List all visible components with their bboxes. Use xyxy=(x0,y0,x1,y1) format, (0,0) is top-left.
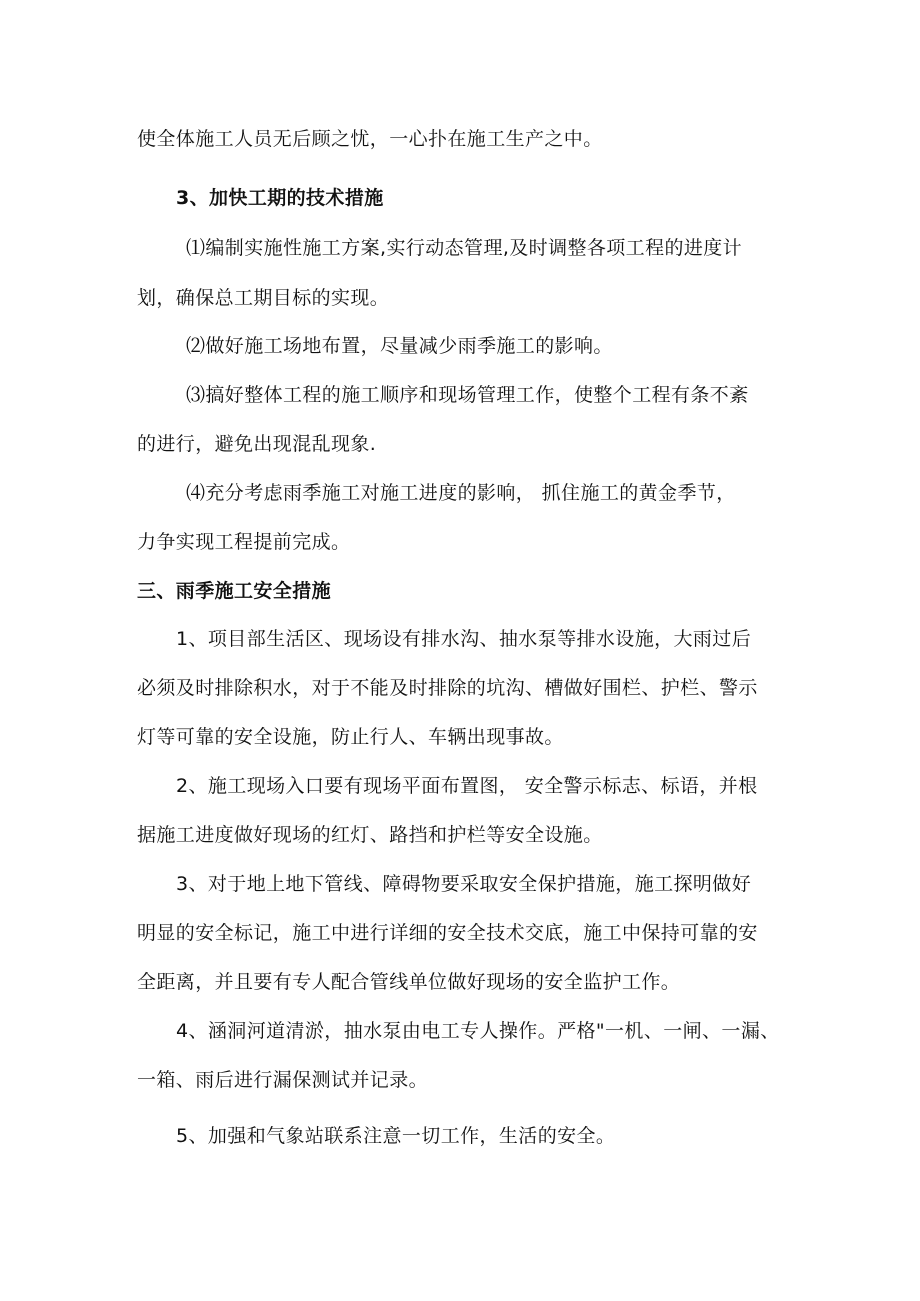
paragraph-line: ⑵做好施工场地布置，尽量减少雨季施工的影响。 xyxy=(186,335,613,357)
paragraph-line: ⑴编制实施性施工方案,实行动态管理,及时调整各项工程的进度计 xyxy=(186,237,743,259)
paragraph-line: 灯等可靠的安全设施，防止行人、车辆出现事故。 xyxy=(137,726,564,748)
paragraph-line: 划，确保总工期目标的实现。 xyxy=(137,287,390,309)
paragraph-line: ⑷充分考虑雨季施工对施工进度的影响， 抓住施工的黄金季节， xyxy=(186,482,736,504)
section-heading: 三、雨季施工安全措施 xyxy=(137,580,332,602)
paragraph-line: 使全体施工人员无后顾之忧，一心扑在施工生产之中。 xyxy=(137,128,603,150)
section-heading: 3、加快工期的技术措施 xyxy=(176,187,384,209)
paragraph-line: 5、加强和气象站联系注意一切工作，生活的安全。 xyxy=(176,1125,616,1147)
paragraph-line: 据施工进度做好现场的红灯、路挡和护栏等安全设施。 xyxy=(137,824,603,846)
paragraph-line: 力争实现工程提前完成。 xyxy=(137,531,351,553)
paragraph-line: 的进行，避免出现混乱现象. xyxy=(137,433,377,455)
paragraph-line: 全距离，并且要有专人配合管线单位做好现场的安全监护工作。 xyxy=(137,971,681,993)
paragraph-line: ⑶搞好整体工程的施工顺序和现场管理工作，使整个工程有条不紊 xyxy=(186,384,749,406)
paragraph-line: 3、对于地上地下管线、障碍物要采取安全保护措施，施工探明做好 xyxy=(176,873,752,895)
paragraph-line: 必须及时排除积水，对于不能及时排除的坑沟、槽做好围栏、护栏、警示 xyxy=(137,677,758,699)
paragraph-line: 4、涵洞河道清淤，抽水泵由电工专人操作。严格"一机、一闸、一漏、 xyxy=(176,1020,780,1042)
paragraph-line: 明显的安全标记，施工中进行详细的安全技术交底，施工中保持可靠的安 xyxy=(137,922,758,944)
paragraph-line: 2、施工现场入口要有现场平面布置图， 安全警示标志、标语，并根 xyxy=(176,775,758,797)
paragraph-line: 一箱、雨后进行漏保测试并记录。 xyxy=(137,1069,429,1091)
paragraph-line: 1、项目部生活区、现场设有排水沟、抽水泵等排水设施，大雨过后 xyxy=(176,628,752,650)
